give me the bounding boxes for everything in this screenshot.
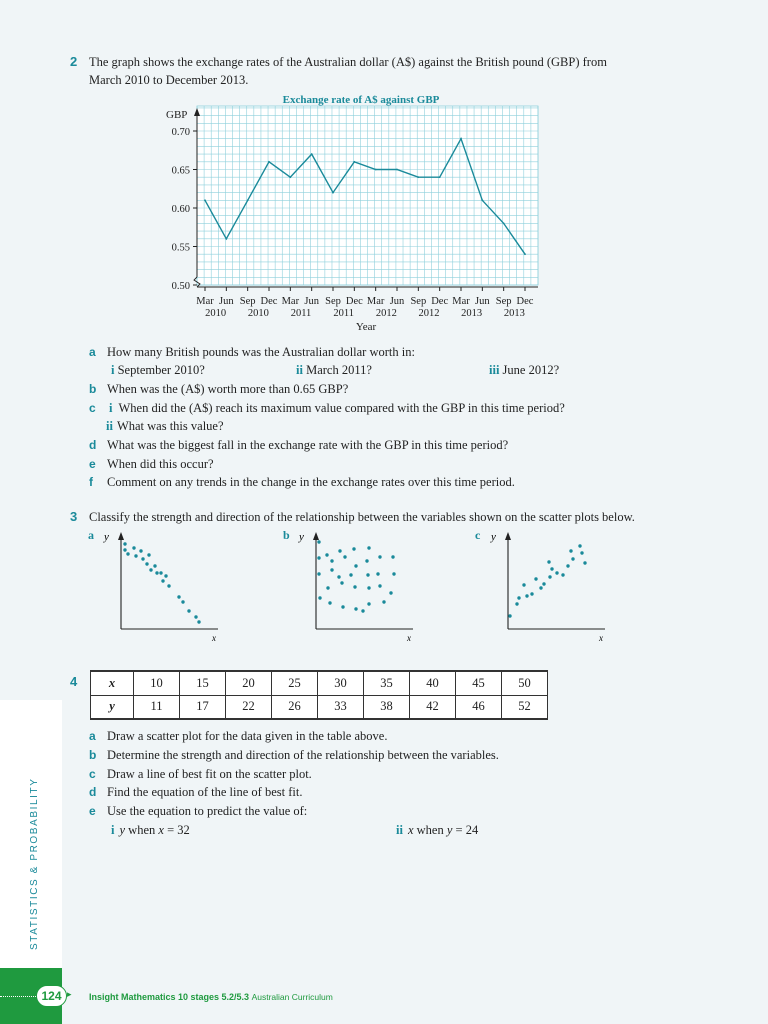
- q4-part-e-ii-post: = 24: [452, 823, 479, 837]
- q2-part-b-label: b: [89, 382, 97, 396]
- table-header-y: y: [91, 695, 134, 719]
- q2-part-a-label: a: [89, 345, 96, 359]
- scatter-point: [161, 579, 164, 582]
- q2-part-c-ii: [106, 419, 224, 434]
- q2-part-a-ii-text: March 2011?: [306, 363, 372, 377]
- x-tick-month-label: Mar: [196, 296, 214, 307]
- scatter-point: [326, 586, 329, 589]
- chart-grid: [197, 106, 538, 285]
- x-tick-month-label: Sep: [495, 296, 512, 307]
- q2-part-f-label: f: [89, 475, 93, 489]
- scatter-c-label: c: [475, 528, 481, 542]
- scatter-b-y-label: y: [299, 531, 304, 543]
- scatter-point: [317, 540, 320, 543]
- footer-book-title-sub: Australian Curriculum: [251, 992, 333, 1002]
- q4-part-b-label: b: [89, 748, 97, 762]
- q2-part-a-iii-label: iii: [489, 363, 500, 377]
- table-cell: 52: [502, 695, 548, 719]
- q2-part-a-ii: [296, 363, 372, 378]
- footer-dotted-rule: [0, 996, 36, 997]
- data-point: [353, 161, 355, 163]
- q2-part-e-text: When did this occur?: [107, 457, 214, 471]
- table-cell: 26: [272, 695, 318, 719]
- scatter-point: [126, 552, 129, 555]
- table-cell: 35: [364, 671, 410, 695]
- scatter-point: [153, 564, 156, 567]
- scatter-point: [366, 573, 369, 576]
- data-table: [90, 670, 548, 720]
- scatter-point: [361, 609, 364, 612]
- q4-part-d-text: Find the equation of the line of best fit.: [107, 785, 303, 799]
- scatter-point: [194, 615, 197, 618]
- x-tick-month-label: Mar: [281, 296, 300, 307]
- scatter-point: [341, 605, 344, 608]
- q4-part-a-text: Draw a scatter plot for the data given in the table above.: [107, 729, 388, 743]
- scatter-point: [330, 568, 333, 571]
- q2-part-b: [89, 382, 348, 397]
- x-tick-month-label: Jun: [219, 296, 234, 307]
- exchange-rate-chart: [155, 88, 575, 333]
- scatter-a-axes: [118, 532, 218, 629]
- x-tick-year-label: 2010: [205, 308, 227, 319]
- x-tick-year-label: 2011: [290, 308, 312, 319]
- table-cell: 25: [272, 671, 318, 695]
- scatter-point: [566, 564, 569, 567]
- scatter-point: [147, 553, 150, 556]
- scatter-b-x-label: x: [407, 633, 411, 643]
- data-point: [268, 161, 270, 163]
- data-point: [332, 192, 334, 194]
- data-point: [375, 169, 377, 171]
- y-tick-label: 0.60: [171, 204, 190, 215]
- q2-part-c: [89, 401, 565, 416]
- y-tick-label: 0.50: [171, 281, 190, 292]
- scatter-point: [367, 602, 370, 605]
- scatter-c-x-label: x: [599, 633, 603, 643]
- data-point: [289, 176, 291, 178]
- footer-book-title: [89, 992, 333, 1002]
- x-tick-year-label: 2010: [247, 308, 269, 319]
- q2-part-a-i-text: September 2010?: [117, 363, 205, 377]
- scatter-point: [318, 596, 321, 599]
- q2-part-b-text: When was the (A$) worth more than 0.65 GBP?: [107, 382, 349, 396]
- scatter-point: [550, 567, 553, 570]
- scatter-point: [155, 571, 158, 574]
- scatter-point: [578, 544, 581, 547]
- scatter-point: [569, 549, 572, 552]
- q2-part-a-i: [111, 363, 205, 378]
- table-cell: 30: [318, 671, 364, 695]
- q4-part-e-label: e: [89, 804, 96, 818]
- scatter-point: [378, 584, 381, 587]
- scatter-a-points: [123, 542, 200, 623]
- q4-part-e-i-label: i: [111, 823, 115, 837]
- q4-part-e-i-var1: y: [119, 823, 126, 837]
- data-point: [503, 223, 505, 225]
- scatter-point: [132, 546, 135, 549]
- q4-part-e-ii-var2: y: [446, 823, 453, 837]
- scatter-point: [354, 607, 357, 610]
- q2-part-a-iii: [489, 363, 559, 378]
- scatter-plot-a: [88, 526, 218, 646]
- scatter-point: [330, 559, 333, 562]
- x-tick-month-label: Jun: [389, 296, 405, 307]
- scatter-point: [530, 592, 533, 595]
- question-number-4: 4: [70, 674, 78, 689]
- data-point: [396, 169, 398, 171]
- q4-part-b-text: Determine the strength and direction of the relationship between the variables.: [107, 748, 499, 762]
- scatter-point: [392, 572, 395, 575]
- x-tick-month-label: Dec: [260, 296, 278, 307]
- footer-book-title-main: Insight Mathematics 10 stages 5.2/5.3: [89, 992, 250, 1002]
- table-cell: 42: [410, 695, 456, 719]
- question-number-2: 2: [70, 54, 78, 69]
- scatter-point: [354, 564, 357, 567]
- q4-part-e-ii-label: ii: [396, 823, 403, 837]
- q4-part-c: [89, 767, 312, 782]
- q4-part-d-label: d: [89, 785, 97, 799]
- table-cell: 10: [134, 671, 180, 695]
- x-tick-month-label: Sep: [410, 296, 427, 307]
- scatter-point: [177, 595, 180, 598]
- scatter-point: [139, 549, 142, 552]
- scatter-point: [580, 551, 583, 554]
- scatter-point: [141, 557, 144, 560]
- scatter-b-points: [317, 540, 395, 612]
- x-tick-labels: [196, 287, 534, 319]
- y-tick-label: 0.70: [171, 127, 190, 138]
- q2-part-a: [89, 345, 415, 360]
- scatter-point: [349, 573, 352, 576]
- scatter-a-y-label: y: [104, 531, 109, 543]
- table-row-y: [91, 695, 548, 719]
- scatter-point: [376, 572, 379, 575]
- y-axis-arrow: [118, 532, 124, 540]
- scatter-point: [391, 555, 394, 558]
- q4-part-e-i-var2: x: [158, 823, 164, 837]
- scatter-point: [571, 557, 574, 560]
- data-point: [204, 199, 206, 201]
- q2-part-d-text: What was the biggest fall in the exchange rate with the GBP in this time period?: [107, 438, 509, 452]
- scatter-point: [167, 584, 170, 587]
- x-tick-month-label: Sep: [239, 296, 256, 307]
- scatter-point: [352, 547, 355, 550]
- table-cell: 11: [134, 695, 180, 719]
- scatter-point: [123, 542, 126, 545]
- table-cell: 33: [318, 695, 364, 719]
- q2-part-f-text: Comment on any trends in the change in the exchange rates over this time period.: [107, 475, 515, 489]
- x-tick-year-label: 2013: [461, 308, 483, 319]
- chart-title: Exchange rate of A$ against GBP: [282, 94, 440, 106]
- scatter-point: [134, 554, 137, 557]
- q2-part-c-text: When did the (A$) reach its maximum value compared with the GBP in this time period?: [118, 401, 565, 415]
- q2-part-e: [89, 457, 214, 472]
- data-point: [460, 138, 462, 140]
- x-tick-month-label: Mar: [366, 296, 385, 307]
- q4-part-e-i-post: = 32: [163, 823, 190, 837]
- q2-part-f: [89, 475, 515, 490]
- scatter-point: [389, 591, 392, 594]
- scatter-point: [382, 600, 385, 603]
- q2-part-c-ii-text: What was this value?: [116, 419, 224, 433]
- y-tick-labels: [172, 127, 197, 292]
- scatter-a-label: a: [88, 528, 94, 542]
- q2-part-a-text: How many British pounds was the Australian dollar worth in:: [107, 345, 415, 359]
- table-cell: 46: [456, 695, 502, 719]
- scatter-point: [561, 573, 564, 576]
- x-tick-month-label: Dec: [516, 296, 534, 307]
- q2-part-a-i-label: i: [111, 363, 115, 377]
- scatter-plot-c: [475, 526, 605, 646]
- data-point: [311, 153, 313, 155]
- table-cell: 40: [410, 671, 456, 695]
- y-axis-arrow: [313, 532, 319, 540]
- x-tick-month-label: Dec: [431, 296, 449, 307]
- scatter-point: [181, 600, 184, 603]
- scatter-a-x-label: x: [212, 633, 216, 643]
- footer-arrow-icon: ▸: [67, 990, 72, 1000]
- q2-part-a-ii-label: ii: [296, 363, 303, 377]
- x-tick-year-label: 2011: [333, 308, 354, 319]
- scatter-point: [555, 571, 558, 574]
- question-2-intro-line1: The graph shows the exchange rates of the Australian dollar (A$) against the British pound (GBP) from: [89, 55, 607, 69]
- scatter-point: [145, 562, 148, 565]
- q4-part-d: [89, 785, 302, 800]
- table-row-x: [91, 671, 548, 695]
- scatter-point: [353, 585, 356, 588]
- question-number-3: 3: [70, 509, 78, 524]
- scatter-point: [548, 575, 551, 578]
- scatter-point: [522, 583, 525, 586]
- data-point: [481, 199, 483, 201]
- scatter-point: [123, 548, 126, 551]
- data-point: [417, 176, 419, 178]
- x-tick-month-label: Sep: [325, 296, 341, 307]
- x-tick-month-label: Jun: [304, 296, 319, 307]
- q4-part-e-ii-var1: x: [407, 823, 414, 837]
- q2-part-c-label: c: [89, 401, 96, 415]
- x-tick-month-label: Dec: [345, 296, 363, 307]
- scatter-point: [367, 546, 370, 549]
- scatter-point: [508, 614, 511, 617]
- q4-part-c-label: c: [89, 767, 96, 781]
- scatter-point: [534, 577, 537, 580]
- y-tick-label: 0.55: [171, 242, 190, 254]
- table-cell: 45: [456, 671, 502, 695]
- x-tick-year-label: 2013: [503, 308, 525, 319]
- q4-part-e-ii: [396, 823, 478, 838]
- scatter-point: [317, 556, 320, 559]
- scatter-plot-b: [283, 526, 413, 646]
- x-tick-month-label: Mar: [452, 296, 470, 307]
- q4-part-b: [89, 748, 499, 763]
- q2-part-e-label: e: [89, 457, 96, 471]
- q4-part-e: [89, 804, 307, 819]
- y-tick-label: 0.65: [171, 165, 190, 177]
- x-tick-year-label: 2012: [418, 308, 440, 319]
- data-point: [225, 238, 227, 240]
- scatter-point: [325, 553, 328, 556]
- scatter-point: [149, 568, 152, 571]
- q2-part-d-label: d: [89, 438, 97, 452]
- scatter-point: [365, 559, 368, 562]
- scatter-b-label: b: [283, 528, 290, 542]
- q4-part-c-text: Draw a line of best fit on the scatter plot.: [107, 767, 312, 781]
- scatter-point: [525, 594, 528, 597]
- q4-part-a: [89, 729, 387, 744]
- table-cell: 15: [180, 671, 226, 695]
- q2-part-c-ii-label: ii: [106, 419, 113, 433]
- scatter-c-axes: [505, 532, 605, 629]
- q2-part-d: [89, 438, 508, 453]
- data-point: [524, 253, 526, 255]
- scatter-point: [164, 574, 167, 577]
- scatter-point: [378, 555, 381, 558]
- table-cell: 17: [180, 695, 226, 719]
- question-3-text: Classify the strength and direction of the relationship between the variables shown on the scatter plots below.: [89, 510, 635, 524]
- scatter-point: [159, 571, 162, 574]
- table-cell: 20: [226, 671, 272, 695]
- scatter-point: [328, 601, 331, 604]
- scatter-point: [515, 602, 518, 605]
- x-tick-year-label: 2012: [375, 308, 397, 319]
- x-axis-label: Year: [355, 321, 377, 333]
- q4-part-e-i-mid: when: [125, 823, 159, 837]
- scatter-point: [367, 586, 370, 589]
- table-cell: 22: [226, 695, 272, 719]
- scatter-point: [539, 586, 542, 589]
- scatter-point: [197, 620, 200, 623]
- q4-part-a-label: a: [89, 729, 96, 743]
- scatter-b-axes: [313, 532, 413, 629]
- table-header-x: x: [91, 671, 134, 695]
- scatter-point: [542, 582, 545, 585]
- x-tick-month-label: Jun: [475, 296, 490, 307]
- table-cell: 38: [364, 695, 410, 719]
- data-point: [439, 176, 441, 178]
- y-axis-label: GBP: [166, 109, 188, 121]
- sidebar-strand-label: STATISTICS & PROBABILITY: [29, 777, 40, 950]
- q4-part-e-text: Use the equation to predict the value of:: [107, 804, 308, 818]
- scatter-point: [340, 581, 343, 584]
- scatter-point: [547, 560, 550, 563]
- q4-part-e-ii-mid: when: [413, 823, 447, 837]
- q2-part-a-iii-text: June 2012?: [502, 363, 560, 377]
- scatter-point: [337, 575, 340, 578]
- question-2-intro-line2: March 2010 to December 2013.: [89, 73, 249, 87]
- scatter-point: [343, 555, 346, 558]
- scatter-c-points: [508, 544, 586, 617]
- scatter-point: [583, 561, 586, 564]
- page-number: 124: [36, 985, 67, 1007]
- scatter-point: [317, 572, 320, 575]
- scatter-c-y-label: y: [491, 531, 496, 543]
- scatter-point: [338, 549, 341, 552]
- y-axis-arrow: [505, 532, 511, 540]
- scatter-point: [517, 596, 520, 599]
- data-point: [247, 199, 249, 201]
- q4-part-e-i: [111, 823, 190, 838]
- q2-part-c-i-label: i: [109, 401, 113, 415]
- table-cell: 50: [502, 671, 548, 695]
- scatter-point: [187, 609, 190, 612]
